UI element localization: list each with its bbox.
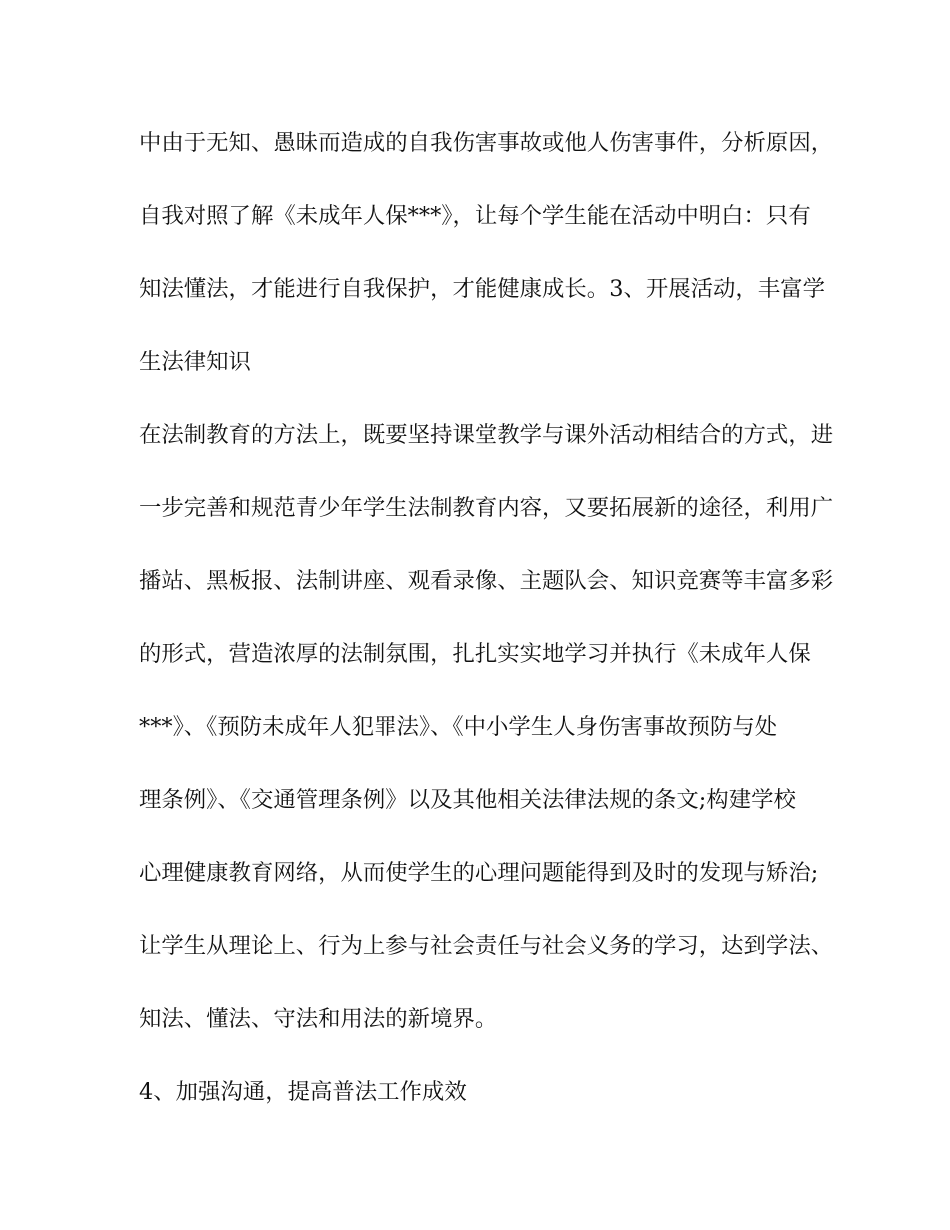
- text-line: 让学生从理论上、行为上参与社会责任与社会义务的学习，达到学法、: [139, 933, 834, 959]
- text-line: 中由于无知、愚昧而造成的自我伤害事故或他人伤害事件，分析原因，: [139, 130, 834, 156]
- text-line: 在法制教育的方法上，既要坚持课堂教学与课外活动相结合的方式，进: [139, 422, 834, 448]
- text-line: 自我对照了解《未成年人保***》，让每个学生能在活动中明白：只有: [139, 203, 811, 229]
- text-line: 理条例》、《交通管理条例》以及其他相关法律法规的条文;构建学校: [139, 787, 796, 813]
- text-line: 知法懂法，才能进行自我保护，才能健康成长。3、开展活动，丰富学: [139, 276, 825, 302]
- text-line: 4、加强沟通，提高普法工作成效: [139, 1079, 467, 1105]
- text-line: 的形式，营造浓厚的法制氛围，扎扎实实地学习并执行《未成年人保: [139, 641, 811, 667]
- text-line: 生法律知识: [139, 349, 251, 375]
- text-line: 心理健康教育网络，从而使学生的心理问题能得到及时的发现与矫治;: [139, 860, 819, 886]
- text-line: 知法、懂法、守法和用法的新境界。: [139, 1006, 498, 1032]
- text-line: ***》、《预防未成年人犯罪法》、《中小学生人身伤害事故预防与处: [139, 714, 778, 740]
- text-line: 一步完善和规范青少年学生法制教育内容，又要拓展新的途径，利用广: [139, 495, 834, 521]
- text-line: 播站、黑板报、法制讲座、观看录像、主题队会、知识竞赛等丰富多彩: [139, 568, 834, 594]
